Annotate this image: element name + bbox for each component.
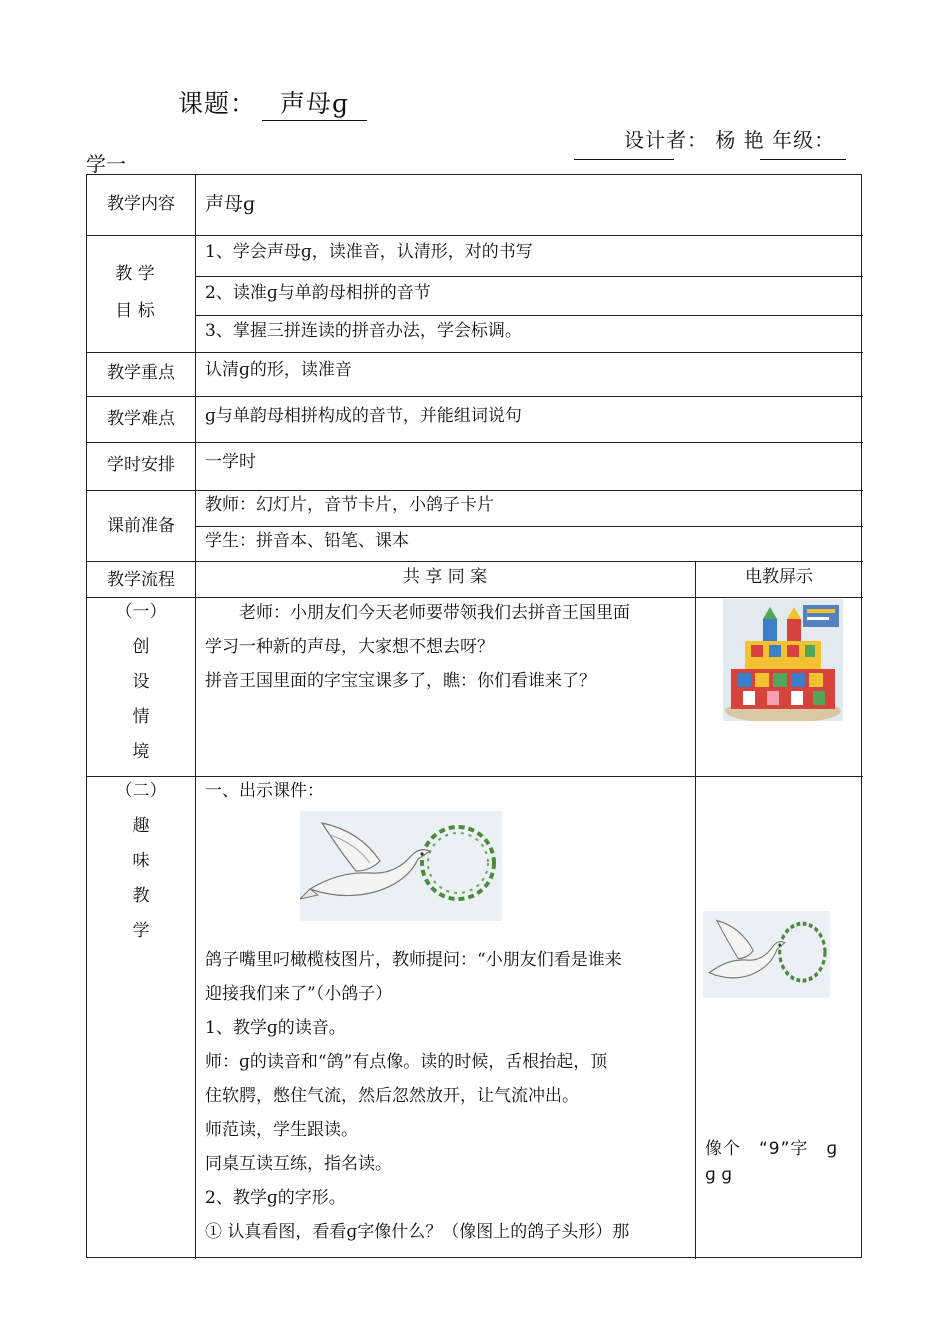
- designer-underline: [574, 159, 674, 160]
- section2-line: 鸽子嘴里叼橄榄枝图片，教师提问：“小朋友们看是谁来: [205, 950, 622, 970]
- row-divider: [195, 315, 863, 316]
- section1-char: 创: [132, 637, 150, 657]
- section1-text: [205, 596, 695, 698]
- goal-item: 1、学会声母ɡ，读准音，认清形，对的书写: [205, 242, 533, 262]
- flow-col1: 教学流程: [107, 570, 175, 590]
- col-divider: [695, 561, 696, 1259]
- section1-char: （一）: [115, 602, 167, 622]
- row-divider: [195, 526, 863, 527]
- section2-intro: 一、出示课件：: [205, 781, 324, 801]
- lesson-title: [178, 84, 367, 121]
- content-label: 教学内容: [107, 194, 175, 214]
- schedule-value: 一学时: [205, 452, 256, 472]
- key-value: 认清ɡ的形，读准音: [205, 360, 352, 380]
- schedule-label: 学时安排: [107, 455, 175, 475]
- section1-char: 情: [132, 707, 150, 727]
- goals-label-1: 教 学: [115, 264, 155, 284]
- goal-item: 2、读准ɡ与单韵母相拼的音节: [205, 283, 431, 303]
- dove-icon: [703, 911, 830, 998]
- section2-line: 同桌互读互练，指名读。: [205, 1154, 392, 1174]
- flow-col2: 共 享 同 案: [402, 567, 488, 587]
- prep-label: 课前准备: [107, 516, 175, 536]
- section2-char: （二）: [115, 781, 167, 801]
- col-divider: [195, 175, 196, 1259]
- section2-line: ① 认真看图，看看ɡ字像什么？（像图上的鸽子头形）那: [205, 1222, 630, 1242]
- prep-student: 学生：拼音本、铅笔、课本: [205, 531, 409, 551]
- section2-char: 趣: [132, 816, 150, 836]
- content-value: 声母ɡ: [205, 193, 256, 215]
- toy-castle-picture: [723, 599, 843, 721]
- row-divider: [87, 235, 863, 236]
- section2-chars: [87, 774, 195, 949]
- row-divider: [87, 396, 863, 397]
- grade-value: 学一: [86, 152, 126, 176]
- side-note-line1: 像个 “9”字 ɡ: [705, 1139, 839, 1159]
- section2-line: 师：ɡ的读音和“鸽”有点像。读的时候，舌根抬起，顶: [205, 1052, 608, 1072]
- grade-underline: [760, 159, 846, 160]
- section2-char: 教: [132, 886, 150, 906]
- row-divider: [87, 490, 863, 491]
- section1-line: 学习一种新的声母，大家想不想去呀？: [205, 637, 494, 657]
- section2-char: 学: [132, 921, 150, 941]
- row-divider: [87, 776, 863, 777]
- title-label: 课题：: [178, 89, 257, 118]
- castle-blocks-icon: [723, 599, 843, 721]
- dove-icon: [300, 811, 502, 921]
- section2-text: [205, 943, 695, 1249]
- difficult-label: 教学难点: [107, 409, 175, 429]
- title-value: 声母ɡ: [262, 84, 367, 121]
- goals-label-2: 目 标: [115, 301, 155, 321]
- difficult-value: ɡ与单韵母相拼构成的音节，并能组词说句: [205, 406, 522, 426]
- section2-line: 迎接我们来了”（小鸽子）: [205, 984, 393, 1004]
- row-divider: [87, 442, 863, 443]
- designer-line: 设计者： 杨 艳 年级：: [624, 128, 836, 152]
- goal-item: 3、掌握三拼连读的拼音办法，学会标调。: [205, 321, 522, 341]
- key-label: 教学重点: [107, 363, 175, 383]
- section1-char: 境: [132, 742, 150, 762]
- dove-olive-thumbnail: [703, 911, 830, 998]
- section2-line: 2、教学ɡ的字形。: [205, 1188, 346, 1208]
- row-divider: [195, 276, 863, 277]
- row-divider: [87, 561, 863, 562]
- prep-teacher: 教师：幻灯片，音节卡片，小鸽子卡片: [205, 495, 494, 515]
- row-divider: [87, 352, 863, 353]
- section2-line: 住软腭，憋住气流，然后忽然放开，让气流冲出。: [205, 1086, 579, 1106]
- side-note-line2: ɡ ɡ: [705, 1165, 732, 1185]
- section1-line: 拼音王国里面的字宝宝课多了，瞧：你们看谁来了？: [205, 671, 596, 691]
- section1-chars: [87, 595, 195, 770]
- section2-line: 师范读，学生跟读。: [205, 1120, 358, 1140]
- section2-line: 1、教学ɡ的读音。: [205, 1018, 346, 1038]
- section1-line: 老师：小朋友们今天老师要带领我们去拼音王国里面: [205, 603, 630, 623]
- dove-olive-picture: [300, 811, 502, 921]
- section1-char: 设: [132, 672, 150, 692]
- section2-char: 味: [132, 851, 150, 871]
- flow-col3: 电教屏示: [745, 567, 813, 587]
- lesson-plan-table: [86, 174, 862, 1258]
